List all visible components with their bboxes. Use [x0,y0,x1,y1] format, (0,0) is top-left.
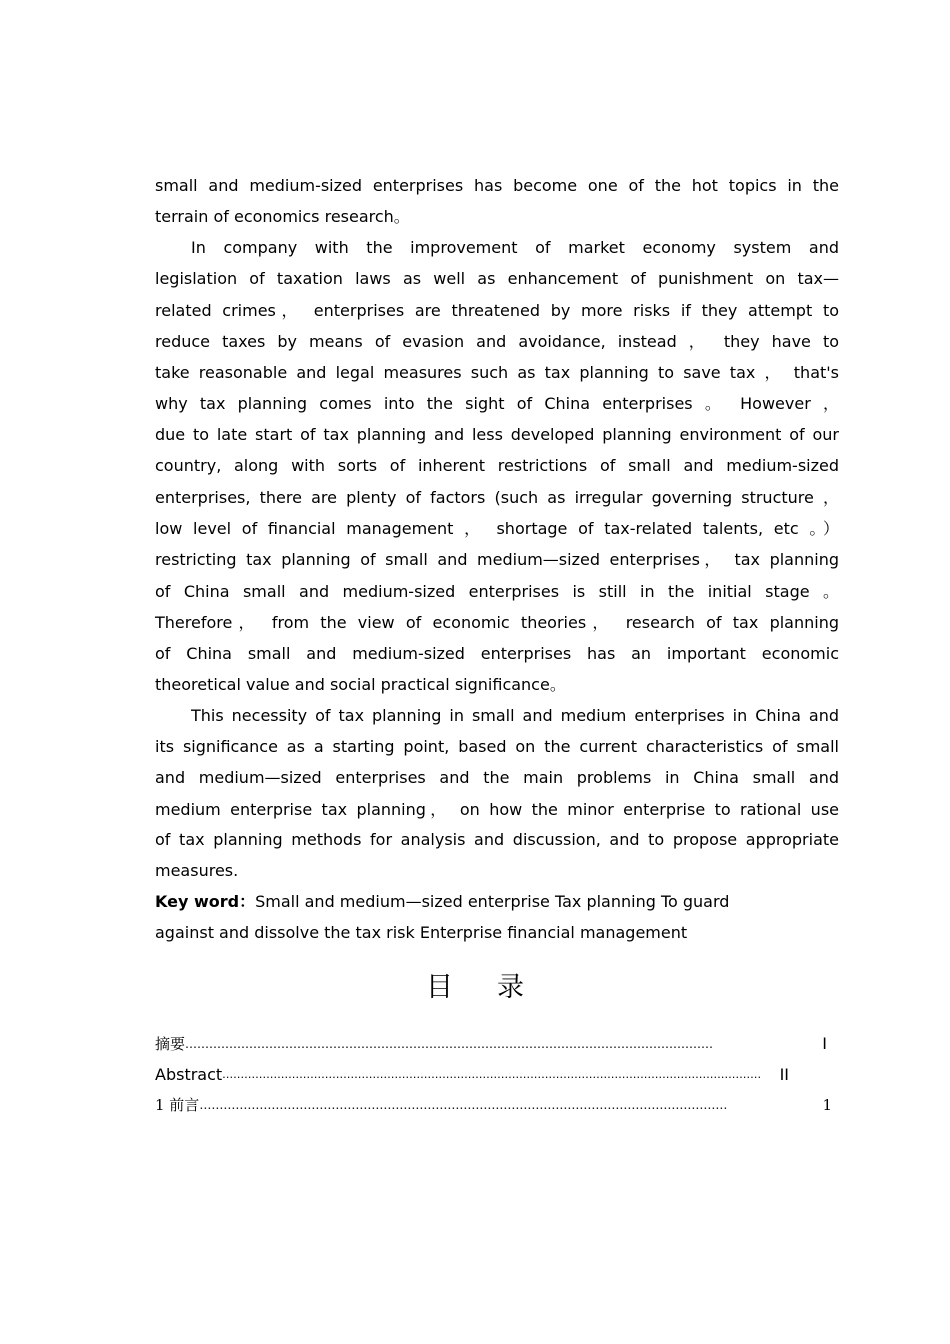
body-text-line: why tax planning comes into the sight of China enterprises 。 However ， [155,394,839,413]
toc-entry-page: 1 [822,1096,832,1114]
body-text-line: Therefore， from the view of economic theories， research of tax planning [155,613,839,632]
toc-entry-label: 摘要 [155,1035,186,1053]
keywords-line-2: against and dissolve the tax risk Enterprise financial management [155,923,688,942]
toc-title [0,970,950,1006]
toc-entry-abstract-en[interactable] [155,1064,789,1086]
body-text-line: related crimes， enterprises are threatened by more risks if they attempt to [155,301,839,320]
keywords-label: Key word： [155,892,256,911]
keywords-text-1: Small and medium—sized enterprise Tax planning To guard [255,892,730,911]
toc-entry-label: Abstract [155,1065,223,1084]
toc-entry-preface[interactable] [155,1094,832,1116]
body-text-line: of China small and medium-sized enterprises is still in the initial stage 。 [155,582,839,601]
body-text-line: of China small and medium-sized enterprises has an important economic [155,644,839,663]
toc-entry-abstract-cn[interactable] [155,1033,827,1055]
body-text-line: enterprises, there are plenty of factors (such as irregular governing structure ， [155,488,839,507]
body-text-line: its significance as a starting point, based on the current characteristics of small [155,737,839,756]
body-text-line: terrain of economics research。 [155,207,410,226]
body-text-line: country, along with sorts of inherent restrictions of small and medium-sized [155,456,839,475]
body-text-line: legislation of taxation laws as well as enhancement of punishment on tax— [155,269,839,288]
toc-entry-page: II [779,1065,789,1084]
toc-title-char-2: 录 [497,972,568,1003]
body-text-line: reduce taxes by means of evasion and avoidance, instead ， they have to [155,332,839,351]
toc-entry-label: 1 前言 [155,1096,200,1114]
body-text-line: medium enterprise tax planning， on how the minor enterprise to rational use [155,800,839,819]
body-text-line: restricting tax planning of small and medium—sized enterprises， tax planning [155,550,839,569]
body-text-line: In company with the improvement of market economy system and [191,238,839,257]
toc-title-char-1: 目 [426,972,497,1003]
body-text-line: take reasonable and legal measures such as tax planning to save tax ， that's [155,363,839,382]
body-text-line: of tax planning methods for analysis and discussion, and to propose appropriate [155,830,839,849]
body-text-line: theoretical value and social practical significance。 [155,675,566,694]
toc-leader-dots: …………………………………………………………………………………………………………………… [199,1098,728,1112]
body-text-line: measures. [155,861,239,880]
toc-leader-dots: ………………………………………………………………………………………………………………………………… [222,1068,762,1081]
body-text-line: due to late start of tax planning and less developed planning environment of our [155,425,839,444]
body-text-line: This necessity of tax planning in small and medium enterprises in China and [191,706,839,725]
body-text-line: low level of financial management ， shortage of tax-related talents, etc 。） [155,519,839,538]
body-text-line: and medium—sized enterprises and the main problems in China small and [155,768,839,787]
toc-entry-page: I [822,1034,827,1053]
toc-leader-dots: …………………………………………………………………………………………………………………… [185,1037,714,1051]
body-text-line: small and medium-sized enterprises has become one of the hot topics in the [155,176,839,195]
keywords-line-1 [155,890,839,914]
